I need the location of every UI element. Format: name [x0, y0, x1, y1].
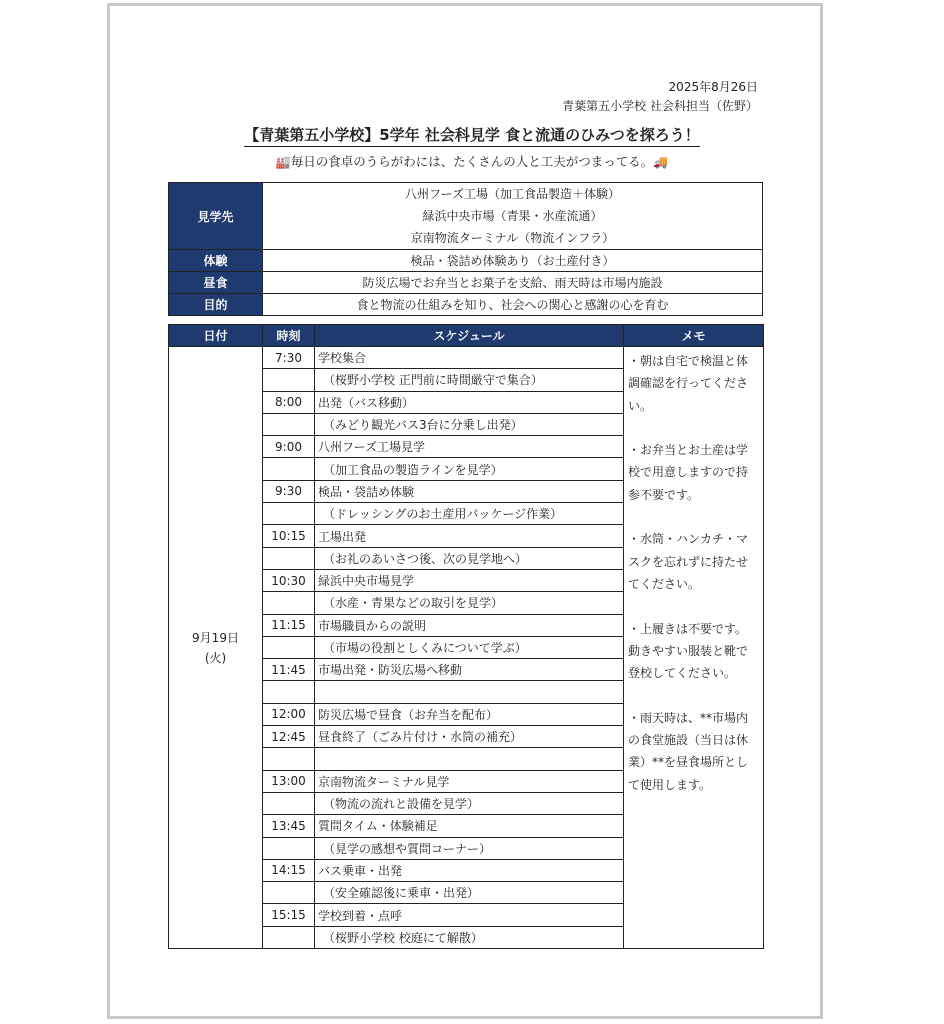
schedule-item-cell: 出発（バス移動） — [315, 391, 624, 413]
time-cell: 12:00 — [263, 703, 315, 725]
time-cell: 9:00 — [263, 436, 315, 458]
experience-label: 体験 — [169, 250, 263, 272]
time-cell — [263, 748, 315, 770]
memo-note: ・お弁当とお土産は学校で用意しますので持参不要です。 — [628, 443, 749, 502]
subtitle-text: 毎日の食卓のうらがわには、たくさんの人と工夫がつまってる。 — [290, 154, 654, 169]
schedule-item-cell: 京南物流ターミナル見学 — [315, 770, 624, 792]
schedule-table — [168, 324, 764, 949]
schedule-detail-cell: （水産・青果などの取引を見学） — [315, 592, 624, 614]
schedule-item-cell: 工場出発 — [315, 525, 624, 547]
schedule-detail-cell: （みどり観光バス3台に分乗し出発） — [315, 413, 624, 435]
time-cell — [263, 592, 315, 614]
time-cell — [263, 926, 315, 948]
time-cell — [263, 503, 315, 525]
memo-note: ・上履きは不要です。動きやすい服装と靴で登校してください。 — [628, 621, 749, 681]
schedule-detail-cell: （見学の感想や質問コーナー） — [315, 837, 624, 859]
time-cell — [263, 369, 315, 391]
factory-icon: 🏭 — [275, 155, 291, 169]
date-cell — [169, 347, 263, 949]
purpose-value: 食と物流の仕組みを知り、社会への関心と感謝の心を育む — [263, 294, 763, 316]
time-cell — [263, 636, 315, 658]
experience-value: 検品・袋詰め体験あり（お土産付き） — [263, 250, 763, 272]
date-text: 9月19日 — [192, 630, 239, 645]
column-header-schedule: スケジュール — [315, 325, 624, 347]
time-cell: 7:30 — [263, 347, 315, 369]
document-author: 青葉第五小学校 社会科担当（佐野） — [562, 99, 758, 113]
destination-list — [263, 183, 763, 250]
memo-note: ・水筒・ハンカチ・マスクを忘れずに持たせてください。 — [628, 532, 749, 591]
truck-icon: 🚚 — [653, 155, 669, 169]
schedule-detail-cell: （お礼のあいさつ後、次の見学地へ） — [315, 547, 624, 569]
time-cell: 14:15 — [263, 859, 315, 881]
schedule-item-cell: 市場出発・防災広場へ移動 — [315, 659, 624, 681]
column-header-date: 日付 — [169, 325, 263, 347]
time-cell — [263, 792, 315, 814]
time-cell: 13:00 — [263, 770, 315, 792]
destination-label: 見学先 — [169, 183, 263, 250]
time-cell — [263, 413, 315, 435]
column-header-memo: メモ — [624, 325, 764, 347]
time-cell: 12:45 — [263, 726, 315, 748]
purpose-label: 目的 — [169, 294, 263, 316]
title-text: 【青葉第五小学校】5学年 社会科見学 食と流通のひみつを探ろう！ — [244, 126, 700, 147]
schedule-item-cell: 市場職員からの説明 — [315, 614, 624, 636]
destination-item: 八州フーズ工場（加工食品製造＋体験） — [404, 187, 621, 201]
schedule-detail-cell: （物流の流れと設備を見学） — [315, 792, 624, 814]
schedule-item-cell: 学校到着・点呼 — [315, 904, 624, 926]
document-date: 2025年8月26日 — [668, 80, 758, 94]
schedule-item-cell: 防災広場で昼食（お弁当を配布） — [315, 703, 624, 725]
schedule-item-cell — [315, 681, 624, 703]
time-cell: 15:15 — [263, 904, 315, 926]
time-cell: 11:45 — [263, 659, 315, 681]
time-cell: 9:30 — [263, 480, 315, 502]
column-header-time: 時刻 — [263, 325, 315, 347]
time-cell: 8:00 — [263, 391, 315, 413]
memo-note: ・朝は自宅で検温と体調確認を行ってください。 — [628, 354, 749, 413]
schedule-item-cell: 質問タイム・体験補足 — [315, 815, 624, 837]
schedule-detail-cell: （安全確認後に乗車・出発） — [315, 882, 624, 904]
memo-note: ・雨天時は、**市場内の食堂施設（当日は休業）**を昼食場所として使用します。 — [628, 710, 749, 792]
memo-cell — [624, 347, 764, 949]
time-cell: 10:30 — [263, 569, 315, 591]
time-cell: 13:45 — [263, 815, 315, 837]
lunch-value: 防災広場でお弁当とお菓子を支給、雨天時は市場内施設 — [263, 272, 763, 294]
schedule-item-cell: 学校集合 — [315, 347, 624, 369]
time-cell — [263, 458, 315, 480]
schedule-item-cell: 昼食終了（ごみ片付け・水筒の補充） — [315, 726, 624, 748]
time-cell — [263, 681, 315, 703]
weekday-text: (火) — [204, 650, 227, 665]
table-row — [169, 347, 764, 369]
schedule-item-cell: バス乗車・出発 — [315, 859, 624, 881]
subtitle — [0, 152, 944, 170]
schedule-detail-cell: （桜野小学校 正門前に時間厳守で集合） — [315, 369, 624, 391]
schedule-item-cell: 検品・袋詰め体験 — [315, 480, 624, 502]
destination-item: 緑浜中央市場（青果・水産流通） — [422, 209, 603, 223]
time-cell: 11:15 — [263, 614, 315, 636]
schedule-item-cell: 八州フーズ工場見学 — [315, 436, 624, 458]
time-cell — [263, 882, 315, 904]
time-cell: 10:15 — [263, 525, 315, 547]
schedule-detail-cell: （ドレッシングのお土産用パッケージ作業） — [315, 503, 624, 525]
time-cell — [263, 837, 315, 859]
schedule-detail-cell: （桜野小学校 校庭にて解散） — [315, 926, 624, 948]
schedule-item-cell — [315, 748, 624, 770]
schedule-detail-cell: （加工食品の製造ラインを見学） — [315, 458, 624, 480]
schedule-detail-cell: （市場の役割としくみについて学ぶ） — [315, 636, 624, 658]
document-title — [0, 124, 944, 145]
destination-item: 京南物流ターミナル（物流インフラ） — [410, 231, 615, 245]
lunch-label: 昼食 — [169, 272, 263, 294]
time-cell — [263, 547, 315, 569]
schedule-item-cell: 緑浜中央市場見学 — [315, 569, 624, 591]
info-table — [168, 182, 763, 316]
